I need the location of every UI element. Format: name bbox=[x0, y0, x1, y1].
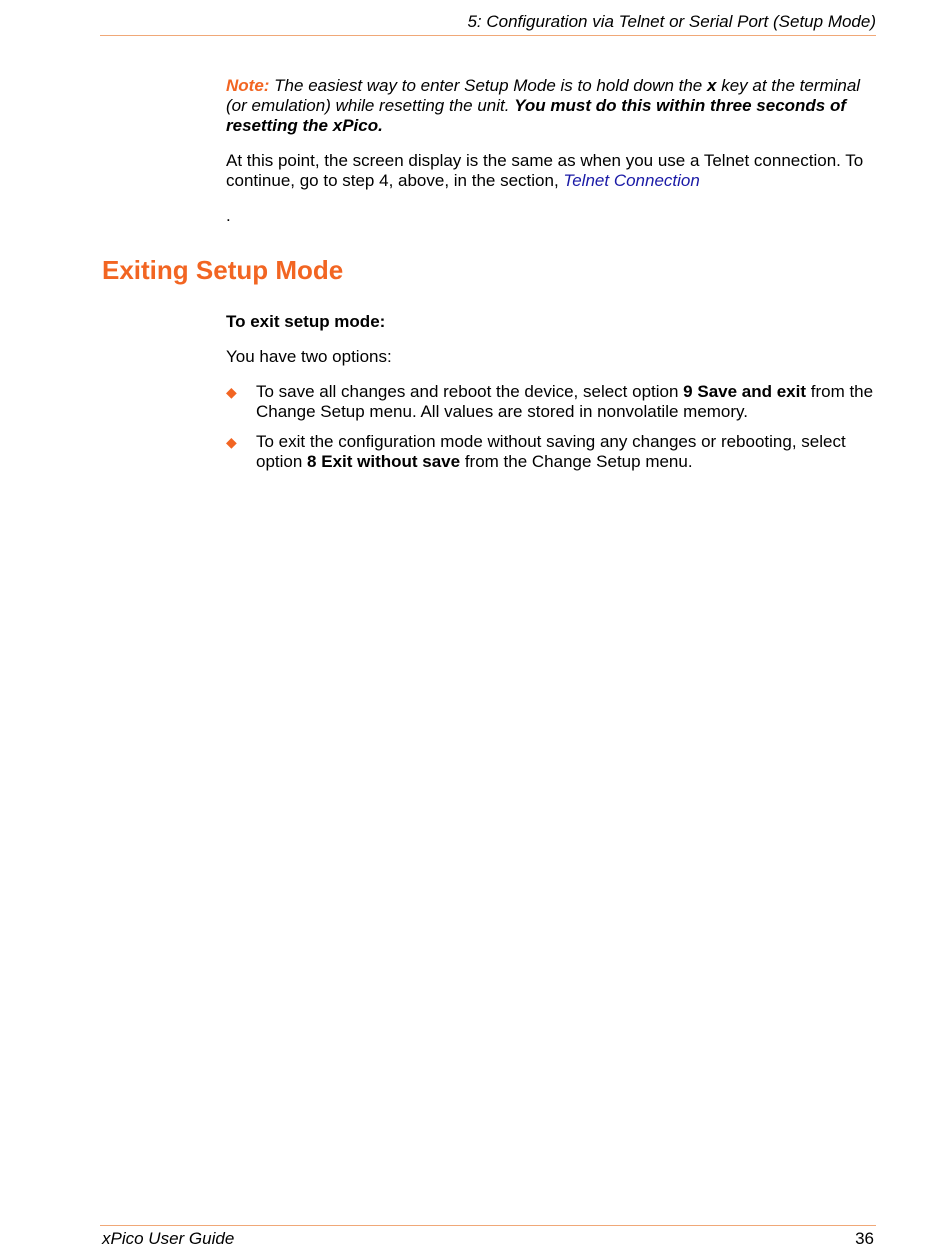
page-number: 36 bbox=[855, 1229, 874, 1248]
diamond-bullet-icon: ◆ bbox=[226, 384, 237, 400]
bullet-text-after: from the Change Setup menu. All values are stored in nonvolatile memory. bbox=[256, 382, 874, 421]
bullet-text-before: To exit the configuration mode without saving any changes or rebooting, select option bbox=[256, 432, 846, 471]
telnet-connection-link[interactable]: Telnet Connection bbox=[563, 171, 700, 190]
bullet-text bbox=[256, 432, 878, 472]
note-text-2: key at the terminal (or emulation) while resetting the unit. bbox=[226, 76, 861, 115]
note-text-1: The easiest way to enter Setup Mode is to hold down the bbox=[269, 76, 707, 95]
page-header bbox=[100, 12, 876, 36]
exit-intro: You have two options: bbox=[226, 347, 392, 366]
bullet-text-after: from the Change Setup menu. bbox=[460, 452, 693, 471]
telnet-paragraph-text: At this point, the screen display is the same as when you use a Telnet connection. To continue, go to step 4, above, in the section, bbox=[226, 151, 864, 190]
bullet-text bbox=[256, 382, 878, 422]
footer-guide-title: xPico User Guide bbox=[102, 1229, 235, 1248]
bullet-text-before: To save all changes and reboot the device, select option bbox=[256, 382, 684, 401]
header-title: 5: Configuration via Telnet or Serial Port (Setup Mode) bbox=[467, 12, 876, 31]
exit-intro-bold: To exit setup mode: bbox=[226, 312, 386, 331]
trailing-period-text: . bbox=[226, 206, 231, 225]
page-footer bbox=[100, 1225, 876, 1252]
section-heading: Exiting Setup Mode bbox=[102, 255, 344, 285]
bullet-option-exit-without-save: 8 Exit without save bbox=[307, 452, 461, 471]
note-emphasis: You must do this within three seconds of resetting the xPico. bbox=[226, 96, 847, 135]
note-label: Note: bbox=[226, 76, 270, 95]
trailing-period bbox=[226, 206, 878, 226]
note-paragraph bbox=[226, 76, 878, 136]
note-key: x bbox=[707, 76, 717, 95]
telnet-paragraph bbox=[226, 151, 878, 191]
diamond-bullet-icon: ◆ bbox=[226, 434, 237, 450]
bullet-option-save-and-exit: 9 Save and exit bbox=[683, 382, 807, 401]
